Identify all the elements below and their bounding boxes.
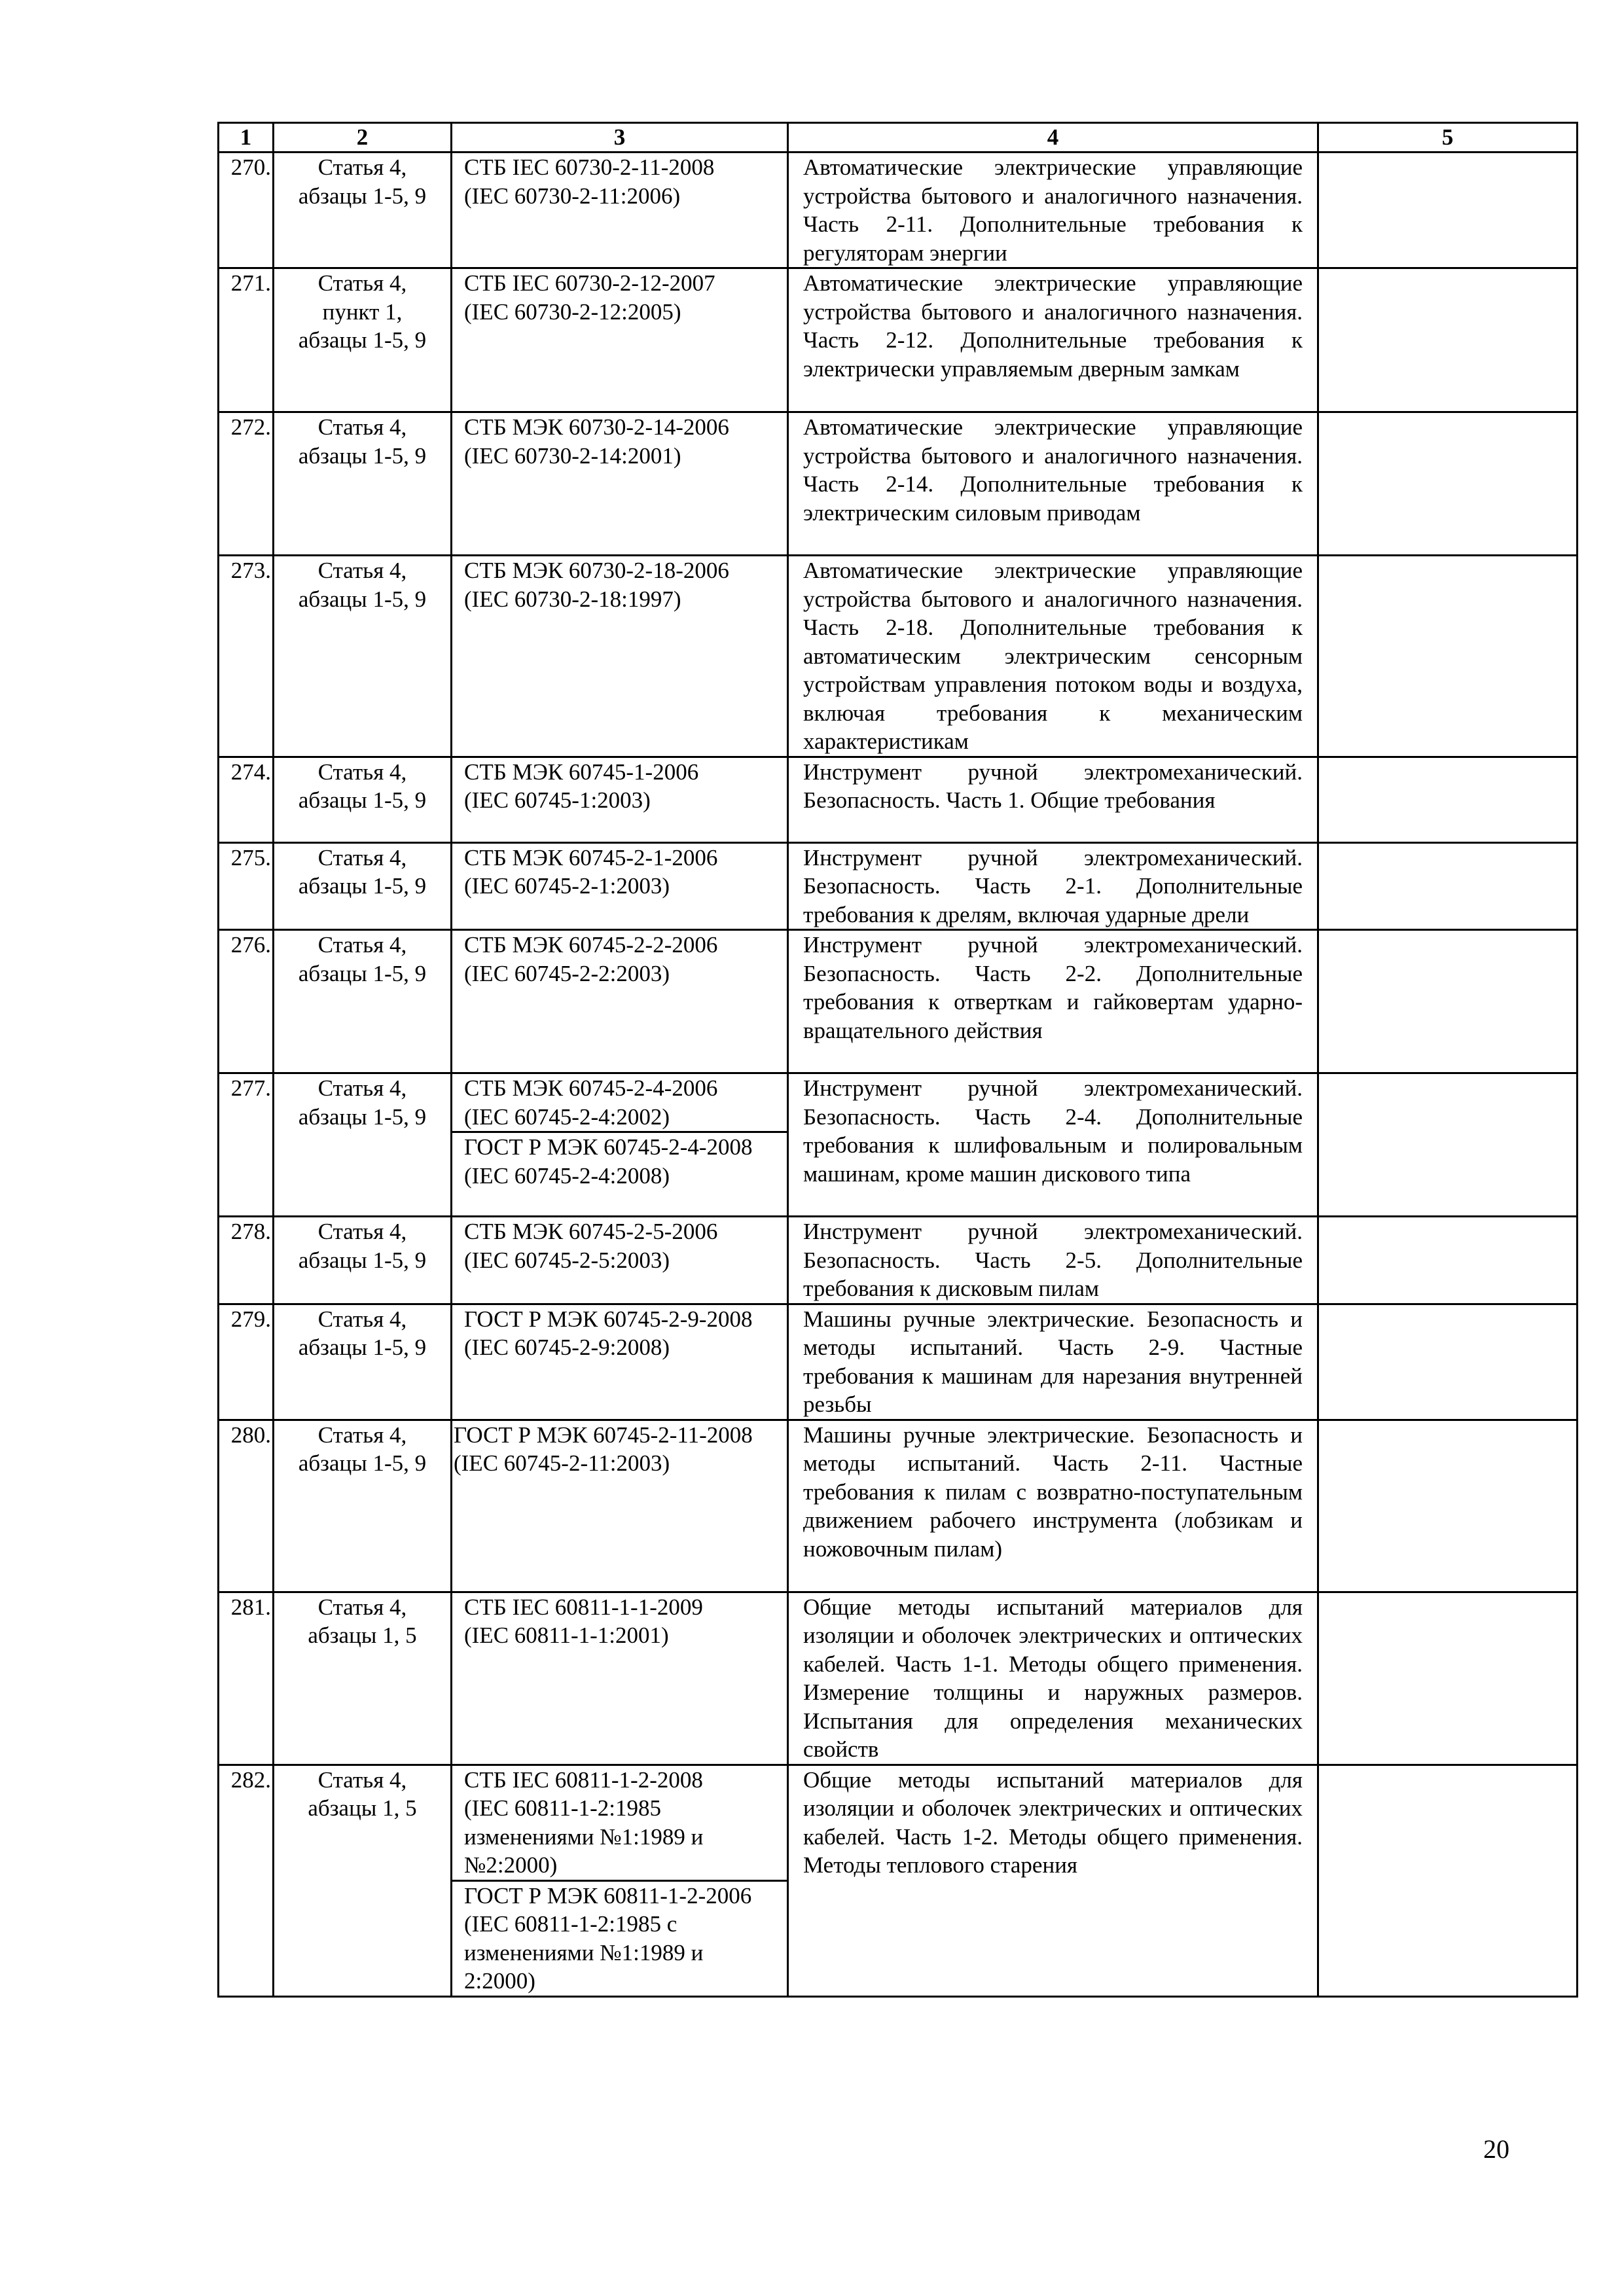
table-row <box>219 1592 1578 1765</box>
standard-title: Инструмент ручной электромеханический. Безопасность. Часть 2-2. Дополнительные требования к отверткам и гайковертам ударно-вращательного действия <box>788 930 1318 1073</box>
standard-title: Инструмент ручной электромеханический. Безопасность. Часть 1. Общие требования <box>788 757 1318 842</box>
standard-designations <box>452 412 788 556</box>
standard-designation: СТБ IEC 60811-1-1-2009 (IEC 60811-1-1:2001) <box>464 1594 703 1648</box>
note-cell <box>1318 930 1578 1073</box>
standard-designations <box>452 268 788 412</box>
note-cell <box>1318 757 1578 842</box>
note-cell <box>1318 1420 1578 1592</box>
standard-title: Машины ручные электрические. Безопасность и методы испытаний. Часть 2-9. Частные требования к машинам для нарезания внутренней резьбы <box>788 1304 1318 1420</box>
row-number: 275. <box>219 842 274 930</box>
page-number: 20 <box>1483 2134 1509 2164</box>
header-col-5: 5 <box>1318 123 1578 152</box>
note-cell <box>1318 1765 1578 1996</box>
standard-designations <box>452 152 788 268</box>
row-number: 274. <box>219 757 274 842</box>
standard-title: Автоматические электрические управляющие устройства бытового и аналогичного назначения. Часть 2-12. Дополнительные требования к электрически управляемым дверным замкам <box>788 268 1318 412</box>
table-row <box>219 1420 1578 1592</box>
standard-designations <box>452 757 788 842</box>
standard-title: Инструмент ручной электромеханический. Безопасность. Часть 2-1. Дополнительные требования к дрелям, включая ударные дрели <box>788 842 1318 930</box>
standard-title: Автоматические электрические управляющие устройства бытового и аналогичного назначения. Часть 2-11. Дополнительные требования к регуляторам энергии <box>788 152 1318 268</box>
article-reference: Статья 4, абзацы 1-5, 9 <box>274 152 452 268</box>
standard-designation: СТБ МЭК 60745-1-2006 (IEC 60745-1:2003) <box>464 759 699 813</box>
note-cell <box>1318 412 1578 556</box>
note-cell <box>1318 556 1578 757</box>
article-reference: Статья 4, абзацы 1-5, 9 <box>274 1304 452 1420</box>
row-number: 273. <box>219 556 274 757</box>
standard-designation: СТБ МЭК 60730-2-14-2006 (IEC 60730-2-14:2001) <box>464 414 729 469</box>
table-body <box>219 152 1578 1997</box>
header-col-4: 4 <box>788 123 1318 152</box>
standard-title: Автоматические электрические управляющие устройства бытового и аналогичного назначения. Часть 2-18. Дополнительные требования к автоматическим электрическим сенсорным устройствам управления потоком воды и воздуха, включая требования к механическим характеристикам <box>788 556 1318 757</box>
note-cell <box>1318 1073 1578 1217</box>
note-cell <box>1318 1592 1578 1765</box>
article-reference: Статья 4, абзацы 1-5, 9 <box>274 842 452 930</box>
standard-designation: ГОСТ Р МЭК 60745-2-4-2008 (IEC 60745-2-4:2008) <box>452 1131 787 1190</box>
row-number: 280. <box>219 1420 274 1592</box>
standard-designations <box>452 930 788 1073</box>
standard-designations <box>452 556 788 757</box>
row-number: 279. <box>219 1304 274 1420</box>
row-number: 276. <box>219 930 274 1073</box>
table-row <box>219 268 1578 412</box>
article-reference: Статья 4, абзацы 1-5, 9 <box>274 1420 452 1592</box>
standard-designation: СТБ МЭК 60745-2-2-2006 (IEC 60745-2-2:2003) <box>464 932 718 986</box>
row-number: 278. <box>219 1217 274 1304</box>
standard-title: Общие методы испытаний материалов для изоляции и оболочек электрических и оптических кабелей. Часть 1-2. Методы общего применения. Методы теплового старения <box>788 1765 1318 1996</box>
standard-title: Машины ручные электрические. Безопасность и методы испытаний. Часть 2-11. Частные требования к пилам с возвратно-поступательным движением рабочего инструмента (лобзикам и ножовочным пилам) <box>788 1420 1318 1592</box>
standard-designation: СТБ МЭК 60745-2-4-2006 (IEC 60745-2-4:2002) <box>464 1075 718 1130</box>
table-row <box>219 757 1578 842</box>
standard-title: Инструмент ручной электромеханический. Безопасность. Часть 2-4. Дополнительные требования к шлифовальным и полировальным машинам, кроме машин дискового типа <box>788 1073 1318 1217</box>
note-cell <box>1318 1304 1578 1420</box>
article-reference: Статья 4, абзацы 1, 5 <box>274 1765 452 1996</box>
standard-designation: СТБ IEC 60730-2-12-2007 (IEC 60730-2-12:2005) <box>464 270 715 325</box>
standard-designations <box>452 1765 788 1996</box>
table-row <box>219 842 1578 930</box>
standard-designation: ГОСТ Р МЭК 60745-2-9-2008 (IEC 60745-2-9:2008) <box>464 1306 753 1360</box>
article-reference: Статья 4, абзацы 1-5, 9 <box>274 1217 452 1304</box>
table-row <box>219 1304 1578 1420</box>
standard-title: Инструмент ручной электромеханический. Безопасность. Часть 2-5. Дополнительные требования к дисковым пилам <box>788 1217 1318 1304</box>
standards-table <box>217 122 1578 1998</box>
article-reference: Статья 4, абзацы 1-5, 9 <box>274 556 452 757</box>
standard-designations <box>452 842 788 930</box>
table-header-row <box>219 123 1578 152</box>
header-col-3: 3 <box>452 123 788 152</box>
table-row <box>219 930 1578 1073</box>
standard-designations <box>452 1217 788 1304</box>
standard-designation: ГОСТ Р МЭК 60745-2-11-2008 (IEC 60745-2-11:2003) <box>454 1422 753 1476</box>
note-cell <box>1318 1217 1578 1304</box>
row-number: 270. <box>219 152 274 268</box>
row-number: 281. <box>219 1592 274 1765</box>
standard-title: Общие методы испытаний материалов для изоляции и оболочек электрических и оптических кабелей. Часть 1-1. Методы общего применения. Измерение толщины и наружных размеров. Испытания для определения механических свойств <box>788 1592 1318 1765</box>
standard-designations <box>452 1592 788 1765</box>
header-col-1: 1 <box>219 123 274 152</box>
row-number: 272. <box>219 412 274 556</box>
article-reference: Статья 4, абзацы 1-5, 9 <box>274 412 452 556</box>
article-reference: Статья 4, абзацы 1, 5 <box>274 1592 452 1765</box>
table-row <box>219 1765 1578 1996</box>
table-row <box>219 556 1578 757</box>
article-reference: Статья 4, пункт 1, абзацы 1-5, 9 <box>274 268 452 412</box>
standard-designations <box>452 1304 788 1420</box>
standard-designation: ГОСТ Р МЭК 60811-1-2-2006 (IEC 60811-1-2:1985 с изменениями №1:1989 и 2:2000) <box>452 1880 787 1996</box>
standard-title: Автоматические электрические управляющие устройства бытового и аналогичного назначения. Часть 2-14. Дополнительные требования к электрическим силовым приводам <box>788 412 1318 556</box>
row-number: 277. <box>219 1073 274 1217</box>
standard-designations <box>452 1420 788 1592</box>
table-row <box>219 1217 1578 1304</box>
standard-designation: СТБ МЭК 60745-2-5-2006 (IEC 60745-2-5:2003) <box>464 1219 718 1273</box>
note-cell <box>1318 268 1578 412</box>
table-row <box>219 152 1578 268</box>
row-number: 271. <box>219 268 274 412</box>
standard-designation: СТБ МЭК 60745-2-1-2006 (IEC 60745-2-1:2003) <box>464 844 718 899</box>
standard-designations <box>452 1073 788 1217</box>
row-number: 282. <box>219 1765 274 1996</box>
note-cell <box>1318 842 1578 930</box>
note-cell <box>1318 152 1578 268</box>
table-row <box>219 1073 1578 1217</box>
article-reference: Статья 4, абзацы 1-5, 9 <box>274 930 452 1073</box>
standard-designation: СТБ IEC 60730-2-11-2008 (IEC 60730-2-11:2006) <box>464 154 715 209</box>
header-col-2: 2 <box>274 123 452 152</box>
article-reference: Статья 4, абзацы 1-5, 9 <box>274 757 452 842</box>
standard-designation: СТБ IEC 60811-1-2-2008 (IEC 60811-1-2:1985 изменениями №1:1989 и №2:2000) <box>464 1767 704 1878</box>
article-reference: Статья 4, абзацы 1-5, 9 <box>274 1073 452 1217</box>
standard-designation: СТБ МЭК 60730-2-18-2006 (IEC 60730-2-18:1997) <box>464 558 729 612</box>
table-row <box>219 412 1578 556</box>
